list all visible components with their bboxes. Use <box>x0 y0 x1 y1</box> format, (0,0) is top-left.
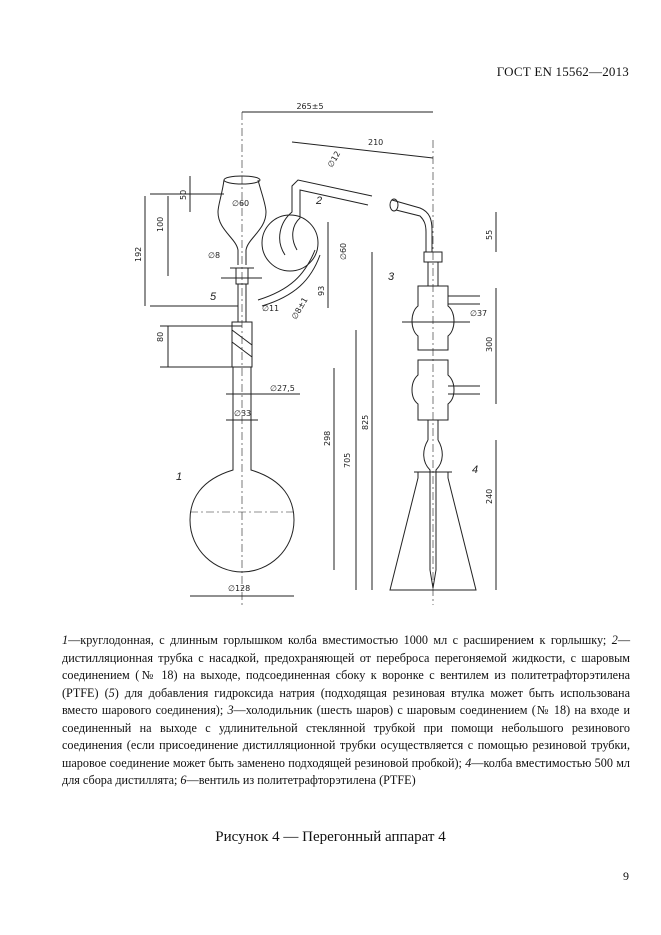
caption-number: 1 <box>62 633 69 647</box>
caption-number: 5 <box>108 685 115 700</box>
dim-label: ∅60 <box>339 242 348 260</box>
dim-label: 55 <box>485 229 494 240</box>
caption-text: —дистилляционная трубка с насадкой, предохраняющей от переброса перегоняемой жидкости, с шаровым соединением (№ 18) на выходе, подсоединенная сбоку к воронке с вентилем из политетрафторэтилена (PTFE) ( <box>62 633 630 700</box>
distillation-apparatus-drawing <box>0 90 661 620</box>
dim-label: 705 <box>343 452 352 468</box>
caption-text: —круглодонная, с длинным горлышком колба вместимостью 1000 мл с расширением к горлышку; <box>68 633 612 647</box>
caption-text: —вентиль из политетрафторэтилена (PTFE) <box>186 773 416 787</box>
dim-label: ∅11 <box>262 304 280 313</box>
dim-label: 93 <box>317 285 326 296</box>
dim-label: 192 <box>134 246 143 262</box>
page-number: 9 <box>623 869 629 883</box>
callout-5: 5 <box>210 291 217 303</box>
callout-2: 2 <box>316 195 323 207</box>
caption-number: 4 <box>465 755 472 770</box>
dim-label: 50 <box>179 189 188 200</box>
dim-label: ∅37 <box>470 309 488 318</box>
callout-3: 3 <box>388 271 395 283</box>
caption-text: —холодильник (шесть шаров) с шаровым соединением (№ 18) на входе и соединенный на выходе с удлинительной стеклянной трубкой при помощи небольшого резинового соединения (если присоединение дистилляционной трубки осуществляется с помощью резиновой трубки, шаровое соединение может быть заменено подходящей резиновой пробкой); <box>62 703 630 770</box>
callout-4: 4 <box>472 464 479 476</box>
dim-label: ∅128 <box>228 584 251 593</box>
dim-label: ∅8±1 <box>289 295 310 321</box>
dim-label: 210 <box>368 138 384 147</box>
dim-label: 265±5 <box>296 102 324 111</box>
dim-label: 300 <box>485 336 494 352</box>
caption-number: 2 <box>611 633 618 647</box>
dim-label: ∅60 <box>232 199 250 208</box>
dim-label: ∅12 <box>325 149 343 169</box>
document-header: ГОСТ EN 15562—2013 <box>496 64 629 79</box>
dim-label: 825 <box>361 414 370 430</box>
dim-label: 100 <box>156 216 165 232</box>
dim-label: ∅8 <box>208 251 221 260</box>
caption-text: —колба вместимостью 500 мл для сбора дистиллята; <box>62 755 630 787</box>
dim-label: 240 <box>485 488 494 504</box>
dim-label: 80 <box>156 331 165 342</box>
caption-number: 6 <box>180 773 187 787</box>
caption-number: 3 <box>227 703 234 717</box>
figure-caption <box>62 632 630 790</box>
dim-label: ∅27,5 <box>270 384 295 393</box>
caption-text: ) для добавления гидроксида натрия (подходящая резиновая втулка может быть использована вместо шарового соединения); <box>62 685 630 717</box>
figure-title: Рисунок 4 — Перегонный аппарат 4 <box>215 829 446 845</box>
splash-head-bulb <box>262 215 318 271</box>
dim-label: 298 <box>323 430 332 446</box>
callout-1: 1 <box>176 471 183 483</box>
dim-label: ∅33 <box>234 409 252 418</box>
